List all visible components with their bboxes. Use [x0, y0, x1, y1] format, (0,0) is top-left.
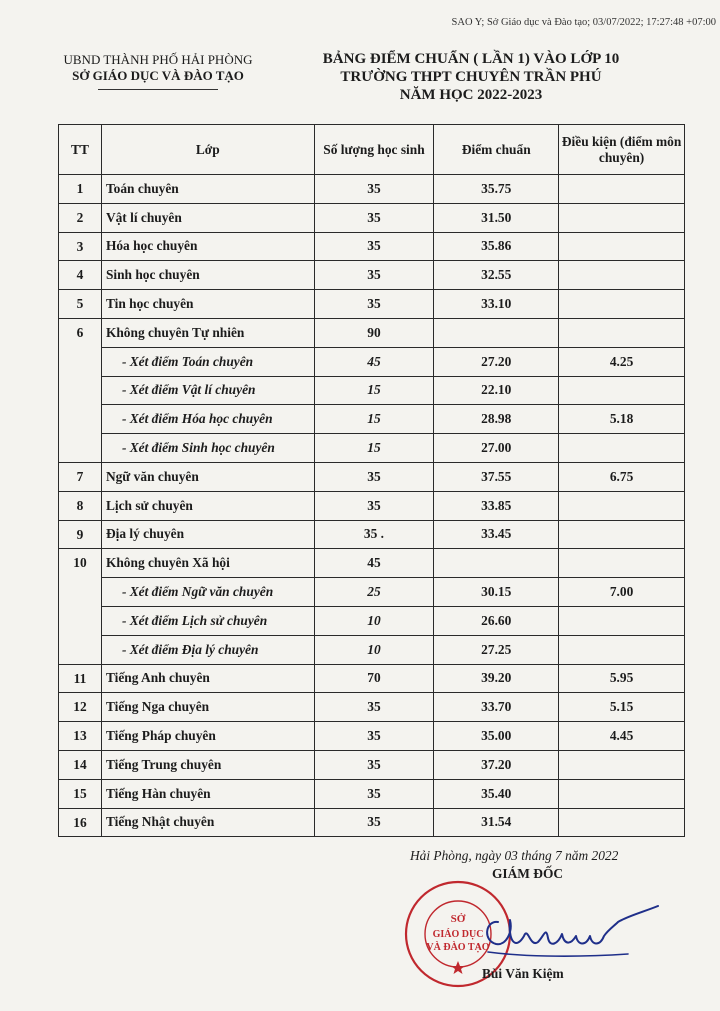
cell-diem-chuan: 35.75: [434, 175, 559, 204]
title-line-2: TRƯỜNG THPT CHUYÊN TRẦN PHÚ: [340, 69, 602, 85]
cell-dieu-kien: 4.45: [559, 722, 685, 751]
cell-diem-chuan-sub: 27.20: [434, 347, 559, 376]
cell-dieu-kien: [559, 779, 685, 808]
table-header-row: [59, 125, 685, 175]
cell-so-luong-sub: 15: [314, 405, 434, 434]
cell-so-luong-sub: 15: [314, 376, 434, 405]
table-subrow: [59, 376, 685, 405]
cell-diem-chuan: 37.55: [434, 462, 559, 491]
cell-tt: 10: [59, 549, 102, 664]
table-row: [59, 722, 685, 751]
cell-dieu-kien: 5.95: [559, 664, 685, 693]
cell-lop: Tiếng Nhật chuyên: [101, 808, 314, 837]
cell-diem-chuan: 33.85: [434, 491, 559, 520]
cell-diem-chuan: [434, 549, 559, 578]
cell-dieu-kien-sub: [559, 434, 685, 463]
cell-tt: 3: [59, 232, 102, 261]
table-row: [59, 520, 685, 549]
cell-tt: 5: [59, 290, 102, 319]
cell-dieu-kien: [559, 520, 685, 549]
table-row: [59, 232, 685, 261]
cell-dieu-kien: [559, 318, 685, 347]
cell-lop: Không chuyên Xã hội: [101, 549, 314, 578]
cell-lop-sub: - Xét điểm Sinh học chuyên: [101, 434, 314, 463]
cell-dieu-kien: [559, 491, 685, 520]
issuing-organization: [58, 52, 258, 90]
table-subrow: [59, 405, 685, 434]
cell-lop: Tiếng Anh chuyên: [101, 664, 314, 693]
cell-lop: Tiếng Pháp chuyên: [101, 722, 314, 751]
cell-diem-chuan-sub: 27.25: [434, 635, 559, 664]
table-row: [59, 779, 685, 808]
cell-lop: Toán chuyên: [101, 175, 314, 204]
cell-tt: 15: [59, 779, 102, 808]
cell-diem-chuan: 33.45: [434, 520, 559, 549]
cell-diem-chuan-sub: 28.98: [434, 405, 559, 434]
cell-diem-chuan: 35.86: [434, 232, 559, 261]
cell-dieu-kien: [559, 175, 685, 204]
cell-lop: Sinh học chuyên: [101, 261, 314, 290]
table-row: [59, 290, 685, 319]
header-diem-chuan: Điểm chuẩn: [434, 125, 559, 175]
cell-tt: 14: [59, 750, 102, 779]
title-line-3: NĂM HỌC 2022-2023: [399, 87, 543, 103]
cell-so-luong-sub: 10: [314, 606, 434, 635]
table-row: [59, 491, 685, 520]
cell-lop: Hóa học chuyên: [101, 232, 314, 261]
cell-so-luong: 35 .: [314, 520, 434, 549]
cell-so-luong: 35: [314, 693, 434, 722]
cell-dieu-kien: [559, 261, 685, 290]
cell-diem-chuan-sub: 27.00: [434, 434, 559, 463]
cell-dieu-kien: [559, 750, 685, 779]
cell-diem-chuan: 32.55: [434, 261, 559, 290]
table-row: [59, 261, 685, 290]
signer-title: GIÁM ĐỐC: [492, 866, 564, 881]
cell-diem-chuan: [434, 318, 559, 347]
table-row: [59, 462, 685, 491]
cell-so-luong: 35: [314, 779, 434, 808]
cell-lop: Tiếng Hàn chuyên: [101, 779, 314, 808]
handwritten-signature: [458, 892, 668, 964]
cell-so-luong: 70: [314, 664, 434, 693]
cell-so-luong: 35: [314, 290, 434, 319]
cell-diem-chuan: 37.20: [434, 750, 559, 779]
cell-dieu-kien: [559, 549, 685, 578]
cell-dieu-kien-sub: 5.18: [559, 405, 685, 434]
cell-dieu-kien: 6.75: [559, 462, 685, 491]
cell-so-luong: 45: [314, 549, 434, 578]
cell-diem-chuan: 39.20: [434, 664, 559, 693]
cell-dieu-kien: [559, 203, 685, 232]
cell-lop: Tiếng Nga chuyên: [101, 693, 314, 722]
table-subrow: [59, 578, 685, 607]
cell-tt: 6: [59, 318, 102, 462]
table-row: [59, 175, 685, 204]
cell-tt: 13: [59, 722, 102, 751]
table-row: [59, 664, 685, 693]
cell-dieu-kien-sub: 7.00: [559, 578, 685, 607]
cell-tt: 12: [59, 693, 102, 722]
cell-lop-sub: - Xét điểm Vật lí chuyên: [101, 376, 314, 405]
cell-so-luong: 90: [314, 318, 434, 347]
signing-date: Hải Phòng, ngày 03 tháng 7 năm 2022: [410, 848, 619, 863]
cell-so-luong: 35: [314, 261, 434, 290]
cell-tt: 4: [59, 261, 102, 290]
table-row: [59, 808, 685, 837]
cell-so-luong: 35: [314, 722, 434, 751]
header-so-luong: Số lượng học sinh: [314, 125, 434, 175]
cell-so-luong-sub: 15: [314, 434, 434, 463]
cell-dieu-kien-sub: [559, 635, 685, 664]
cell-lop-sub: - Xét điểm Toán chuyên: [101, 347, 314, 376]
cell-so-luong: 35: [314, 491, 434, 520]
table-row: [59, 750, 685, 779]
cell-dieu-kien-sub: [559, 606, 685, 635]
cell-diem-chuan-sub: 22.10: [434, 376, 559, 405]
cutoff-score-table: [58, 124, 685, 837]
seal-text-dao-tao: VÀ ĐÀO TẠO: [426, 942, 490, 953]
cell-dieu-kien-sub: 4.25: [559, 347, 685, 376]
cell-so-luong: 35: [314, 750, 434, 779]
cell-tt: 1: [59, 175, 102, 204]
cell-diem-chuan: 33.70: [434, 693, 559, 722]
cell-dieu-kien: [559, 290, 685, 319]
cell-tt: 16: [59, 808, 102, 837]
cell-tt: 2: [59, 203, 102, 232]
cell-so-luong: 35: [314, 808, 434, 837]
cell-diem-chuan: 31.50: [434, 203, 559, 232]
cell-lop-sub: - Xét điểm Hóa học chuyên: [101, 405, 314, 434]
cell-lop: Lịch sử chuyên: [101, 491, 314, 520]
table-row: [59, 318, 685, 347]
cell-dieu-kien: [559, 232, 685, 261]
cell-lop-sub: - Xét điểm Ngữ văn chuyên: [101, 578, 314, 607]
org-underline: [98, 89, 218, 90]
cell-so-luong-sub: 25: [314, 578, 434, 607]
cell-diem-chuan: 31.54: [434, 808, 559, 837]
table-row: [59, 203, 685, 232]
cell-lop-sub: - Xét điểm Lịch sử chuyên: [101, 606, 314, 635]
cell-so-luong: 35: [314, 232, 434, 261]
cell-lop: Không chuyên Tự nhiên: [101, 318, 314, 347]
seal-text-so: SỞ: [450, 913, 466, 925]
cell-dieu-kien-sub: [559, 376, 685, 405]
header-tt: TT: [59, 125, 102, 175]
cell-diem-chuan: 35.40: [434, 779, 559, 808]
table-subrow: [59, 434, 685, 463]
title-line-1: BẢNG ĐIỂM CHUẨN ( LẦN 1) VÀO LỚP 10: [322, 51, 620, 67]
table-row: [59, 549, 685, 578]
cell-so-luong: 35: [314, 175, 434, 204]
cell-lop: Vật lí chuyên: [101, 203, 314, 232]
cell-dieu-kien: 5.15: [559, 693, 685, 722]
seal-text-giao-duc: GIÁO DỤC: [432, 929, 484, 940]
cell-tt: 9: [59, 520, 102, 549]
digital-copy-stamp: SAO Y; Sở Giáo dục và Đào tạo; 03/07/2022; 17:27:48 +07:00: [451, 17, 716, 28]
cell-so-luong-sub: 10: [314, 635, 434, 664]
signer-name: Bùi Văn Kiệm: [482, 966, 564, 981]
cell-diem-chuan: 35.00: [434, 722, 559, 751]
cell-lop: Ngữ văn chuyên: [101, 462, 314, 491]
table-row: [59, 693, 685, 722]
cell-tt: 8: [59, 491, 102, 520]
cell-diem-chuan-sub: 26.60: [434, 606, 559, 635]
cell-lop: Địa lý chuyên: [101, 520, 314, 549]
document-title: [296, 50, 646, 104]
cell-diem-chuan-sub: 30.15: [434, 578, 559, 607]
table-subrow: [59, 635, 685, 664]
cell-so-luong: 35: [314, 203, 434, 232]
cell-dieu-kien: [559, 808, 685, 837]
cell-so-luong-sub: 45: [314, 347, 434, 376]
header-lop: Lớp: [101, 125, 314, 175]
header-dieu-kien: Điều kiện (điểm môn chuyên): [559, 125, 685, 175]
cell-lop-sub: - Xét điểm Địa lý chuyên: [101, 635, 314, 664]
cell-so-luong: 35: [314, 462, 434, 491]
cell-tt: 7: [59, 462, 102, 491]
cell-tt: 11: [59, 664, 102, 693]
org-line-2: SỞ GIÁO DỤC VÀ ĐÀO TẠO: [72, 68, 244, 83]
cell-lop: Tin học chuyên: [101, 290, 314, 319]
table-body: [59, 175, 685, 837]
cell-lop: Tiếng Trung chuyên: [101, 750, 314, 779]
table-subrow: [59, 347, 685, 376]
table-subrow: [59, 606, 685, 635]
org-line-1: UBND THÀNH PHỐ HẢI PHÒNG: [63, 52, 253, 67]
cell-diem-chuan: 33.10: [434, 290, 559, 319]
